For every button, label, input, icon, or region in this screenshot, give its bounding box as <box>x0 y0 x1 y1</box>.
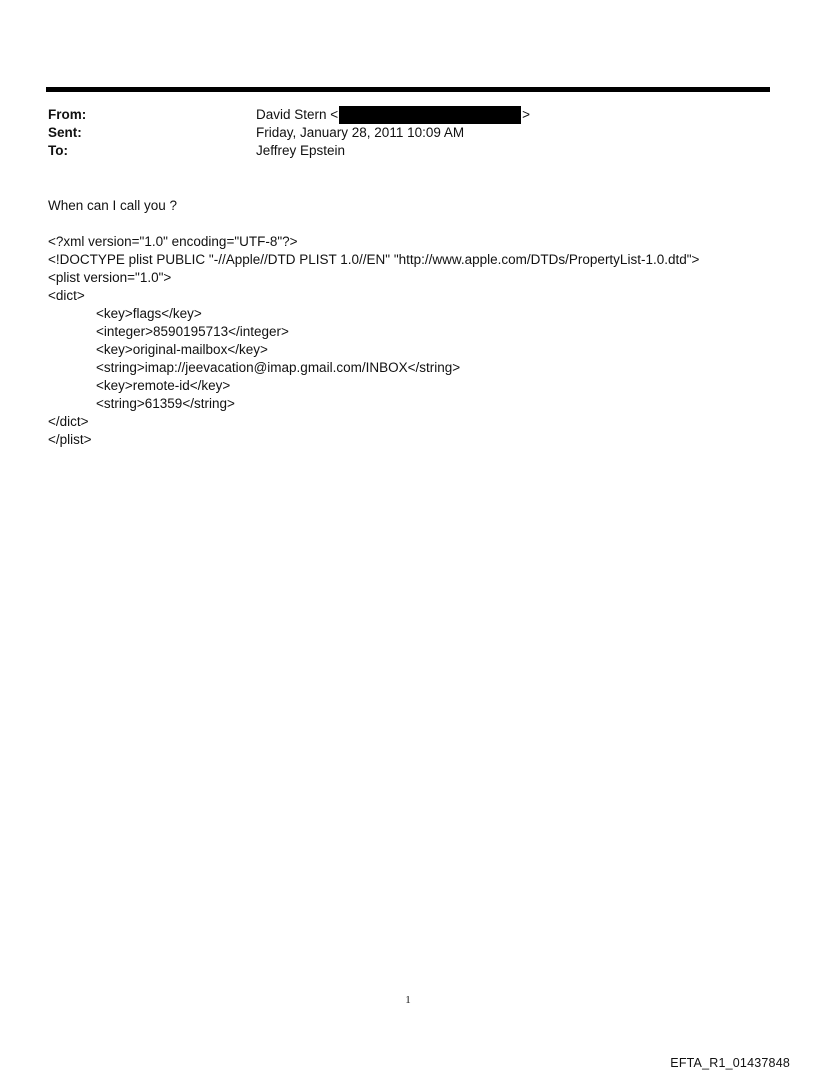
plist-line: <integer>8590195713</integer> <box>96 324 289 339</box>
header-divider <box>46 87 770 92</box>
sent-value: Friday, January 28, 2011 10:09 AM <box>256 125 465 140</box>
document-id: EFTA_R1_01437848 <box>670 1056 790 1070</box>
plist-line: <!DOCTYPE plist PUBLIC "-//Apple//DTD PLIST 1.0//EN" "http://www.apple.com/DTDs/PropertyList-1.0.dtd"> <box>48 252 700 267</box>
page-number: 1 <box>405 994 411 1006</box>
plist-line: <key>flags</key> <box>96 306 202 321</box>
to-row <box>48 142 768 160</box>
from-label: From: <box>48 107 87 122</box>
from-value <box>256 106 530 124</box>
from-row <box>48 106 768 124</box>
plist-line: </dict> <box>48 414 89 429</box>
plist-line: <?xml version="1.0" encoding="UTF-8"?> <box>48 234 298 249</box>
to-value: Jeffrey Epstein <box>256 143 346 158</box>
body-greeting: When can I call you ? <box>48 198 178 213</box>
plist-line: <key>original-mailbox</key> <box>96 342 268 357</box>
plist-line: <dict> <box>48 288 85 303</box>
sent-label: Sent: <box>48 125 82 140</box>
email-body <box>48 197 778 449</box>
sender-email-close: > <box>522 107 531 122</box>
plist-line: <string>imap://jeevacation@imap.gmail.com/INBOX</string> <box>96 360 461 375</box>
plist-line: <plist version="1.0"> <box>48 270 172 285</box>
plist-line: <key>remote-id</key> <box>96 378 231 393</box>
plist-line: <string>61359</string> <box>96 396 235 411</box>
redaction-block <box>339 106 521 124</box>
sender-name: David Stern < <box>256 107 339 122</box>
plist-line: </plist> <box>48 432 92 447</box>
sent-row <box>48 124 768 142</box>
email-header <box>48 106 768 160</box>
to-label: To: <box>48 143 68 158</box>
